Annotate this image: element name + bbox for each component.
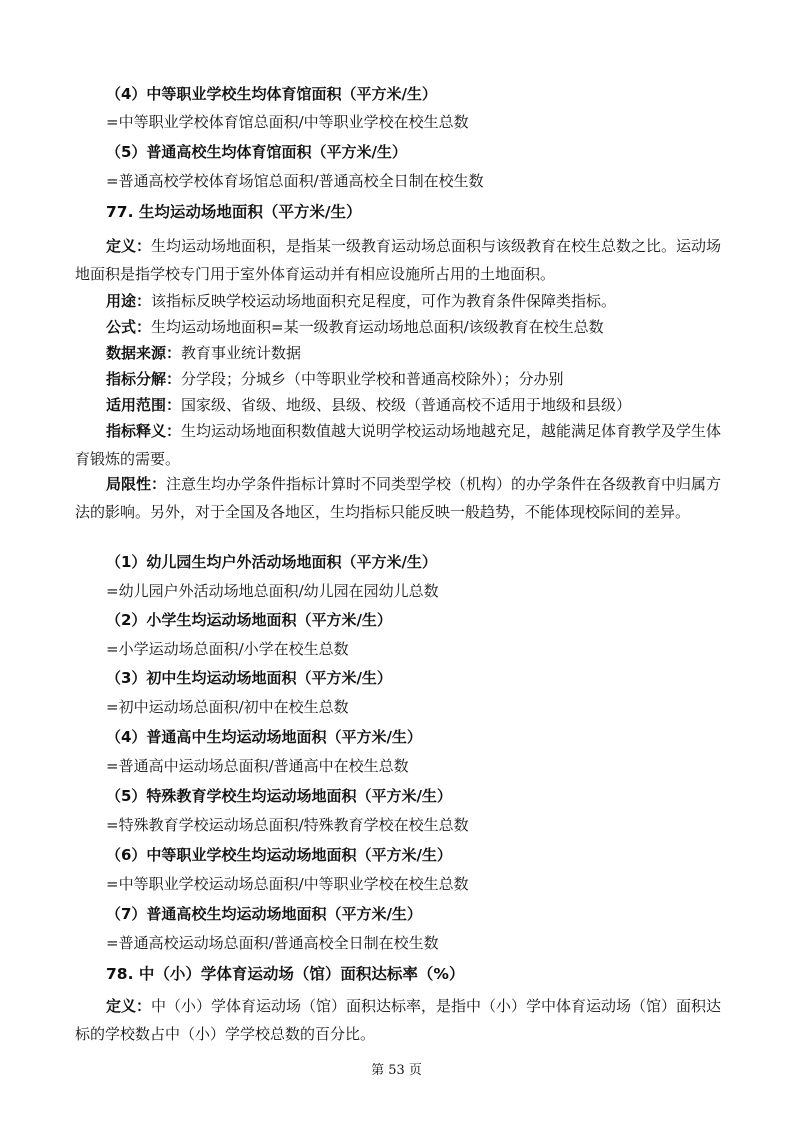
source-paragraph — [75, 339, 735, 367]
item-formula: =特殊教育学校运动场总面积/特殊教育学校在校生总数 — [106, 816, 469, 834]
limitation-text: 注意生均办学条件指标计算时不同类型学校（机构）的办学条件在各级教育中归属方法的影响。另外，对于全国及各地区，生均指标只能反映一般趋势，不能体现校际间的差异。 — [75, 475, 722, 521]
page-number: 第 53 页 — [371, 1063, 422, 1078]
scope-paragraph — [75, 391, 735, 419]
usage-paragraph — [75, 287, 735, 315]
interpretation-paragraph — [75, 417, 735, 473]
item-formula: =中等职业学校运动场总面积/中等职业学校在校生总数 — [106, 875, 469, 893]
formula-text: 生均运动场地面积=某一级教育运动场地总面积/该级教育在校生总数 — [151, 318, 604, 336]
definition-label: 定义： — [106, 237, 152, 255]
section-heading: 77. 生均运动场地面积（平方米/生） — [106, 203, 362, 221]
item-title: （7）普通高校生均运动场地面积（平方米/生） — [106, 905, 422, 923]
breakdown-label: 指标分解： — [106, 370, 182, 388]
limitation-paragraph — [75, 470, 735, 526]
item-formula: =普通高校学校体育场馆总面积/普通高校全日制在校生数 — [106, 172, 484, 190]
formula-paragraph — [75, 313, 735, 341]
item-title: （3）初中生均运动场地面积（平方米/生） — [106, 669, 392, 687]
limitation-label: 局限性： — [106, 475, 167, 493]
scope-label: 适用范围： — [106, 396, 182, 414]
item-formula: =初中运动场总面积/初中在校生总数 — [106, 698, 349, 716]
item-formula: =普通高校运动场总面积/普通高校全日制在校生数 — [106, 934, 439, 952]
definition-paragraph — [75, 992, 735, 1048]
usage-text: 该指标反映学校运动场地面积充足程度，可作为教育条件保障类指标。 — [151, 292, 617, 310]
definition-label: 定义： — [106, 997, 152, 1015]
item-formula: =中等职业学校体育馆总面积/中等职业学校在校生总数 — [106, 113, 469, 131]
item-title: （2）小学生均运动场地面积（平方米/生） — [106, 611, 392, 629]
item-title: （6）中等职业学校生均运动场地面积（平方米/生） — [106, 846, 452, 864]
breakdown-text: 分学段；分城乡（中等职业学校和普通高校除外）；分办别 — [181, 370, 564, 388]
definition-text: 中（小）学体育运动场（馆）面积达标率，是指中（小）学中体育运动场（馆）面积达标的学校数占中（小）学学校总数的百分比。 — [75, 997, 722, 1043]
scope-text: 国家级、省级、地级、县级、校级（普通高校不适用于地级和县级） — [181, 396, 632, 414]
item-title: （5）普通高校生均体育馆面积（平方米/生） — [106, 143, 407, 161]
item-formula: =小学运动场总面积/小学在校生总数 — [106, 640, 349, 658]
item-formula: =普通高中运动场总面积/普通高中在校生总数 — [106, 757, 409, 775]
item-formula: =幼儿园户外活动场地总面积/幼儿园在园幼儿总数 — [106, 582, 439, 600]
source-label: 数据来源： — [106, 344, 182, 362]
item-title: （5）特殊教育学校生均运动场地面积（平方米/生） — [106, 787, 452, 805]
usage-label: 用途： — [106, 292, 152, 310]
definition-paragraph — [75, 232, 735, 288]
item-title: （4）普通高中生均运动场地面积（平方米/生） — [106, 728, 422, 746]
interpretation-label: 指标释义： — [106, 422, 182, 440]
section-heading: 78. 中（小）学体育运动场（馆）面积达标率（%） — [106, 965, 465, 983]
source-text: 教育事业统计数据 — [181, 344, 302, 362]
interpretation-text: 生均运动场地面积数值越大说明学校运动场地越充足，越能满足体育教学及学生体育锻炼的需要。 — [75, 422, 722, 468]
formula-label: 公式： — [106, 318, 152, 336]
item-title: （1）幼儿园生均户外活动场地面积（平方米/生） — [106, 553, 437, 571]
definition-text: 生均运动场地面积，是指某一级教育运动场总面积与该级教育在校生总数之比。运动场地面积是指学校专门用于室外体育运动并有相应设施所占用的土地面积。 — [75, 237, 722, 283]
item-title: （4）中等职业学校生均体育馆面积（平方米/生） — [106, 85, 437, 103]
breakdown-paragraph — [75, 365, 735, 393]
